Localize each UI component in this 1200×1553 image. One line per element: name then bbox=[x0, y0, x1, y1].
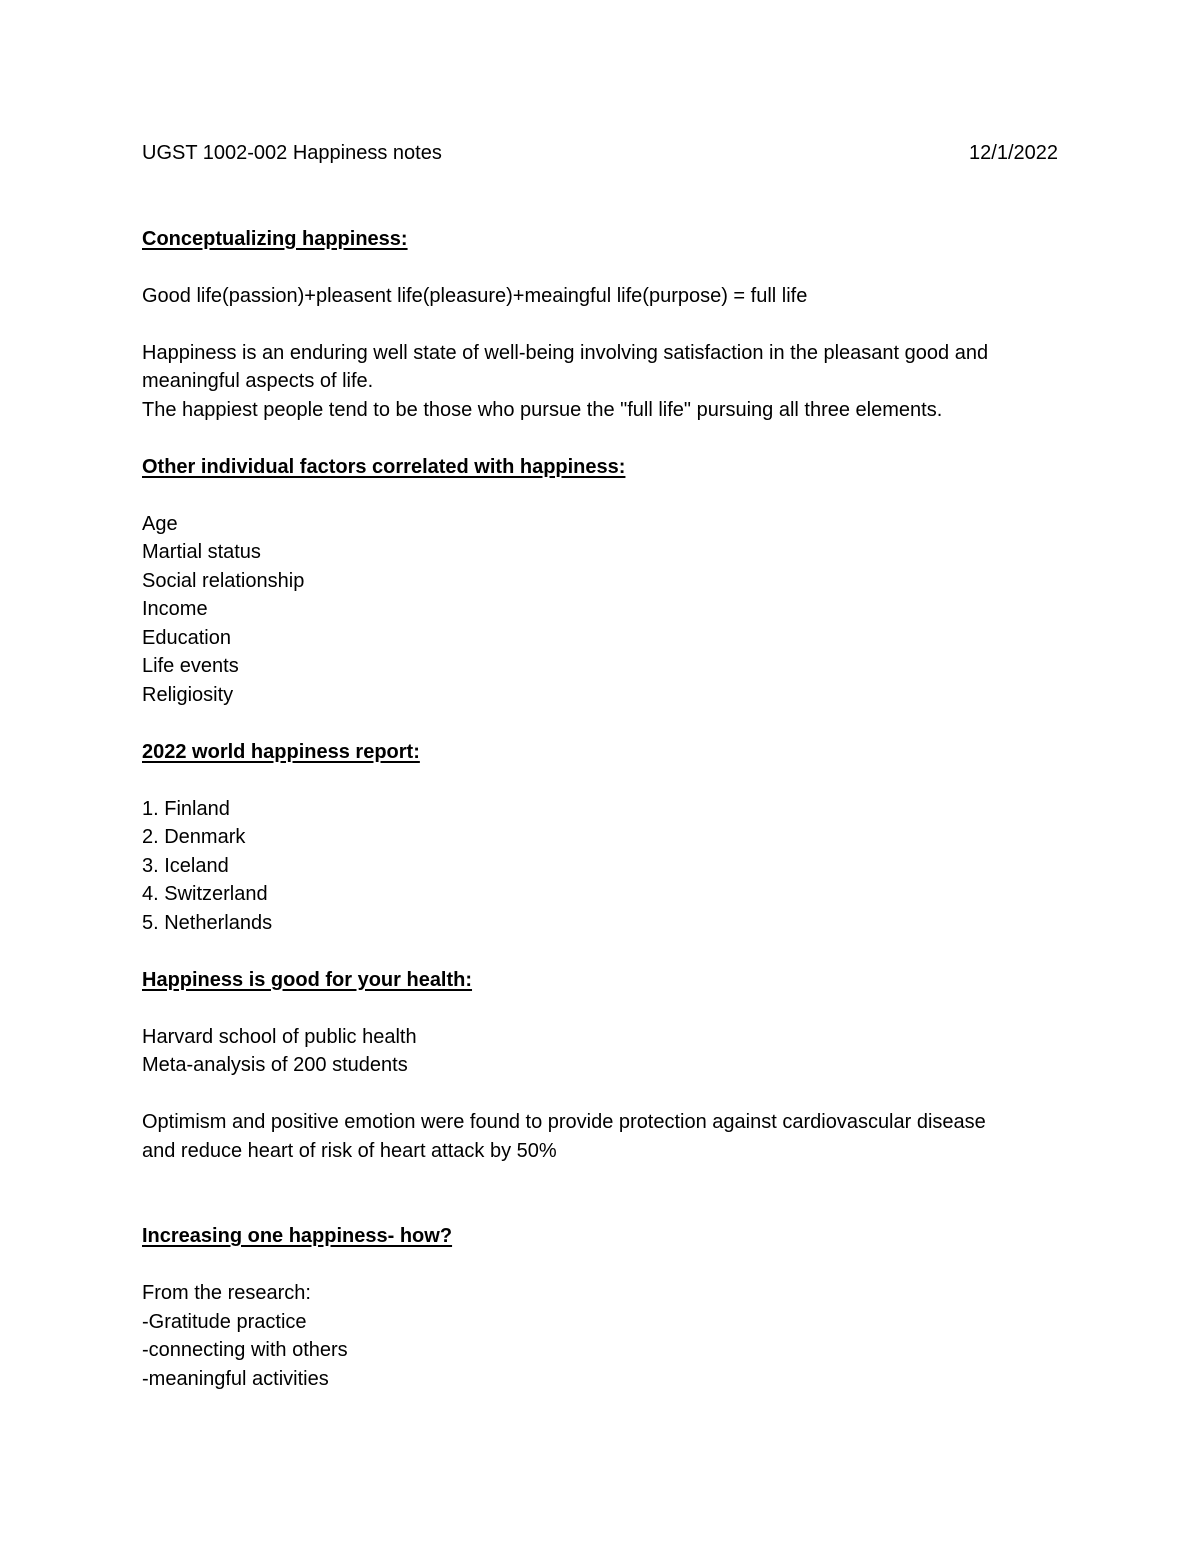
health-finding-line-2: and reduce heart of risk of heart attack by 50% bbox=[142, 1139, 557, 1162]
list-item: 5. Netherlands bbox=[142, 911, 273, 934]
formula-line: Good life(passion)+pleasent life(pleasure)+meaingful life(purpose) = full life bbox=[142, 284, 808, 307]
section-heading-report: 2022 world happiness report: bbox=[142, 740, 420, 763]
document-header bbox=[142, 139, 1058, 168]
list-item: -Gratitude practice bbox=[142, 1310, 307, 1333]
list-item: Martial status bbox=[142, 541, 261, 563]
list-item: 4. Switzerland bbox=[142, 883, 268, 905]
list-item: 3. Iceland bbox=[142, 854, 229, 877]
document-date: 12/1/2022 bbox=[969, 142, 1058, 164]
list-item: Income bbox=[142, 598, 208, 620]
document-title: UGST 1002-002 Happiness notes bbox=[142, 142, 442, 164]
list-item: Age bbox=[142, 512, 178, 535]
section-heading-conceptualizing: Conceptualizing happiness: bbox=[142, 227, 408, 250]
full-life-line: The happiest people tend to be those who pursue the "full life" pursuing all three elements. bbox=[142, 398, 943, 421]
section-heading-factors: Other individual factors correlated with happiness: bbox=[142, 455, 626, 478]
definition-line-1: Happiness is an enduring well state of well-being involving satisfaction in the pleasant good and bbox=[142, 341, 989, 364]
section-heading-health: Happiness is good for your health: bbox=[142, 968, 473, 991]
increasing-intro: From the research: bbox=[142, 1282, 311, 1304]
health-line-1: Harvard school of public health bbox=[142, 1025, 417, 1048]
definition-line-2: meaningful aspects of life. bbox=[142, 370, 374, 392]
list-item: Social relationship bbox=[142, 569, 305, 592]
health-finding-line-1: Optimism and positive emotion were found to provide protection against cardiovascular disease bbox=[142, 1111, 986, 1133]
list-item: -connecting with others bbox=[142, 1339, 348, 1361]
list-item: Education bbox=[142, 626, 231, 649]
document-page bbox=[142, 139, 1058, 1393]
list-item: Life events bbox=[142, 655, 239, 677]
list-item: -meaningful activities bbox=[142, 1367, 329, 1390]
section-heading-increasing: Increasing one happiness- how? bbox=[142, 1225, 453, 1247]
list-item: 1. Finland bbox=[142, 797, 230, 820]
list-item: Religiosity bbox=[142, 683, 234, 706]
health-line-2: Meta-analysis of 200 students bbox=[142, 1054, 408, 1076]
list-item: 2. Denmark bbox=[142, 826, 246, 848]
